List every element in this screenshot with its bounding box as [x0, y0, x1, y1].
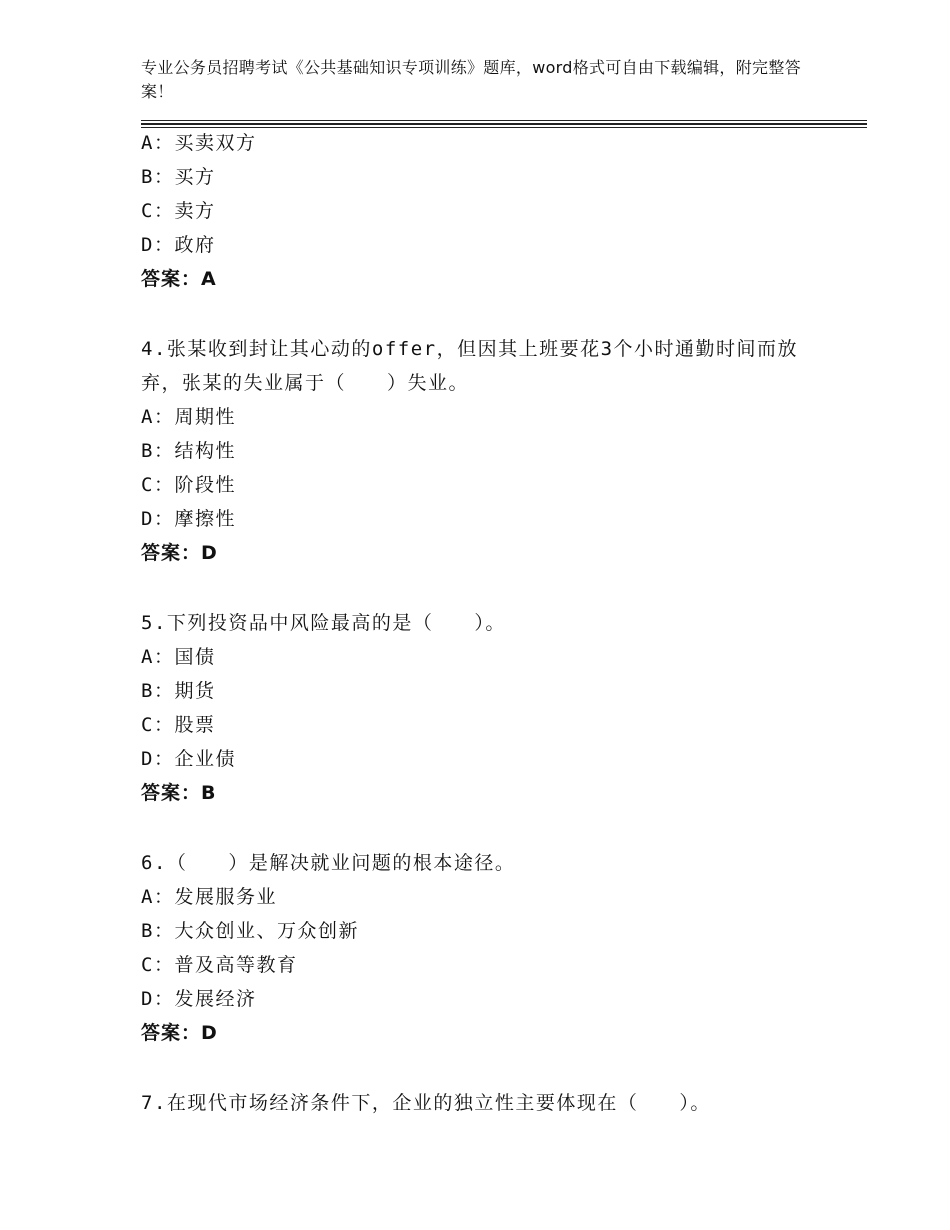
option-b: B：结构性 [141, 440, 236, 462]
option-d: D：政府 [141, 234, 216, 256]
option-a: A：周期性 [141, 406, 236, 428]
question-text: 6.（ ）是解决就业问题的根本途径。 [141, 852, 516, 874]
header-divider-thick [141, 123, 867, 125]
question-text: 4.张某收到封让其心动的offer，但因其上班要花3个小时通勤时间而放弃，张某的失业属于（ ）失业。 [141, 338, 799, 394]
option-a: A：买卖双方 [141, 132, 257, 154]
question-block-5 [141, 606, 821, 810]
option-d: D：摩擦性 [141, 508, 236, 530]
question-list [141, 126, 821, 1120]
option-c: C：普及高等教育 [141, 954, 298, 976]
question-block-3 [141, 126, 821, 296]
option-c: C：股票 [141, 714, 216, 736]
option-d: D：企业债 [141, 748, 236, 770]
answer-label: 答案：B [141, 782, 217, 804]
option-b: B：大众创业、万众创新 [141, 920, 359, 942]
question-block-6 [141, 846, 821, 1050]
answer-label: 答案：D [141, 542, 218, 564]
option-a: A：国债 [141, 646, 216, 668]
answer-label: 答案：A [141, 268, 217, 290]
option-c: C：阶段性 [141, 474, 236, 496]
document-header: 专业公务员招聘考试《公共基础知识专项训练》题库，word格式可自由下载编辑，附完整答案！ [141, 58, 801, 101]
question-block-4 [141, 332, 821, 570]
option-c: C：卖方 [141, 200, 216, 222]
question-block-7 [141, 1086, 821, 1120]
question-text: 5.下列投资品中风险最高的是（ ）。 [141, 612, 506, 634]
header-divider [141, 120, 867, 121]
option-d: D：发展经济 [141, 988, 257, 1010]
option-b: B：期货 [141, 680, 216, 702]
option-b: B：买方 [141, 166, 216, 188]
option-a: A：发展服务业 [141, 886, 277, 908]
answer-label: 答案：D [141, 1022, 218, 1044]
question-text: 7.在现代市场经济条件下，企业的独立性主要体现在（ ）。 [141, 1092, 711, 1114]
